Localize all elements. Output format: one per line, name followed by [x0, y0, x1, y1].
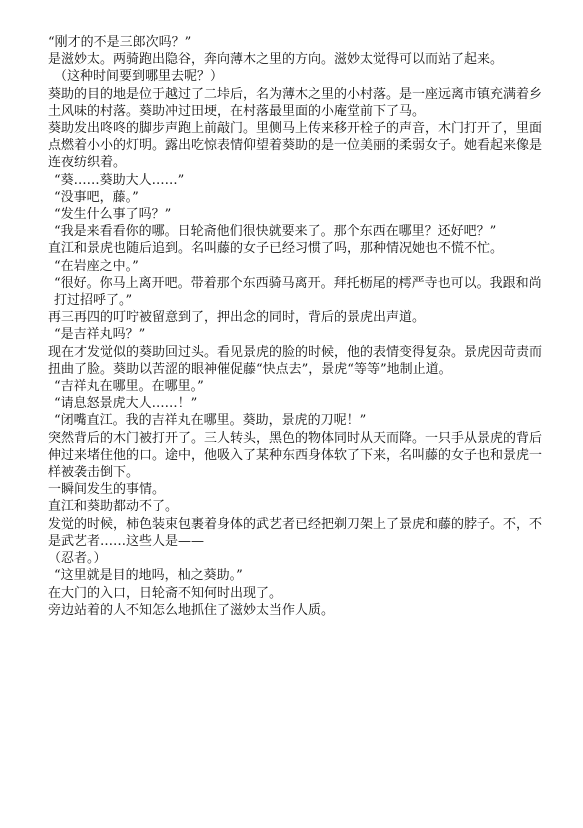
paragraph: 直江和葵助都动不了。: [48, 499, 179, 515]
paragraph: “吉祥丸在哪里。在哪里。”: [54, 379, 204, 395]
paragraph: “没事吧，藤。”: [54, 189, 139, 205]
paragraph: （忍者。）: [48, 551, 107, 567]
paragraph: 直江和景虎也随后追到。名叫藤的女子已经习惯了吗，那种情况她也不慌不忙。: [48, 241, 504, 257]
document-page: [48, 34, 548, 619]
paragraph: 现在才发觉似的葵助回过头。看见景虎的脸的时候，他的表情变得复杂。景虎因苛责而扭曲了脸。葵助以苦涩的眼神催促藤“快点去”，景虎“等等”地制止道。: [48, 344, 543, 377]
paragraph: 突然背后的木门被打开了。三人转头，黑色的物体同时从天而降。一只手从景虎的背后伸过来堵住他的口。途中，他吸入了某种东西身体软了下来，名叫藤的女子也和景虎一样被袭击倒下。: [48, 430, 543, 481]
paragraph: 旁边站着的人不知怎么地抓住了滋妙太当作人质。: [48, 602, 335, 618]
paragraph: “在岩座之中。”: [54, 258, 139, 274]
paragraph: “葵……葵助大人……”: [54, 172, 185, 188]
paragraph: “是吉祥丸吗？”: [54, 327, 146, 343]
paragraph: 是滋妙太。两骑跑出隐谷，奔向薄木之里的方向。滋妙太觉得可以而站了起来。: [48, 52, 504, 68]
paragraph: 发觉的时候，柿色装束包裹着身体的武艺者已经把剃刀架上了景虎和藤的脖子。不，不是武艺者……这些人是——: [48, 516, 543, 549]
paragraph: 葵助发出咚咚的脚步声跑上前敲门。里侧马上传来移开栓子的声音，木门打开了，里面点燃着小小的灯明。露出吃惊表情仰望着葵助的是一位美丽的柔弱女子。她看起来像是连夜纺织着。: [48, 121, 543, 171]
paragraph: “很好。你马上离开吧。带着那个东西骑马离开。拜托枥尾的樗严寺也可以。我跟和尚打过招呼了。”: [54, 275, 542, 309]
paragraph: 葵助的目的地是位于越过了二垰后，名为薄木之里的小村落。是一座远离市镇充满着乡土风味的村落。葵助冲过田埂，在村落最里面的小庵堂前下了马。: [48, 86, 543, 119]
paragraph: 在大门的入口，日轮斋不知何时出现了。: [48, 585, 283, 601]
paragraph: “这里就是目的地吗，杣之葵助。”: [54, 568, 243, 584]
paragraph: “请息怒景虎大人……！”: [54, 396, 198, 412]
paragraph: “发生什么事了吗？”: [54, 207, 172, 223]
paragraph: “闭嘴直江。我的吉祥丸在哪里。葵助，景虎的刀呢！”: [54, 413, 367, 429]
paragraph: 一瞬间发生的事情。: [48, 482, 166, 498]
paragraph: 再三再四的叮咛被留意到了，押出念的同时，背后的景虎出声道。: [48, 310, 426, 326]
paragraph: “我是来看看你的哪。日轮斋他们很快就要来了。那个东西在哪里？还好吧？”: [54, 224, 497, 240]
paragraph: （这种时间要到哪里去呢？）: [54, 69, 224, 85]
paragraph: “刚才的不是三郎次吗？”: [48, 35, 192, 50]
